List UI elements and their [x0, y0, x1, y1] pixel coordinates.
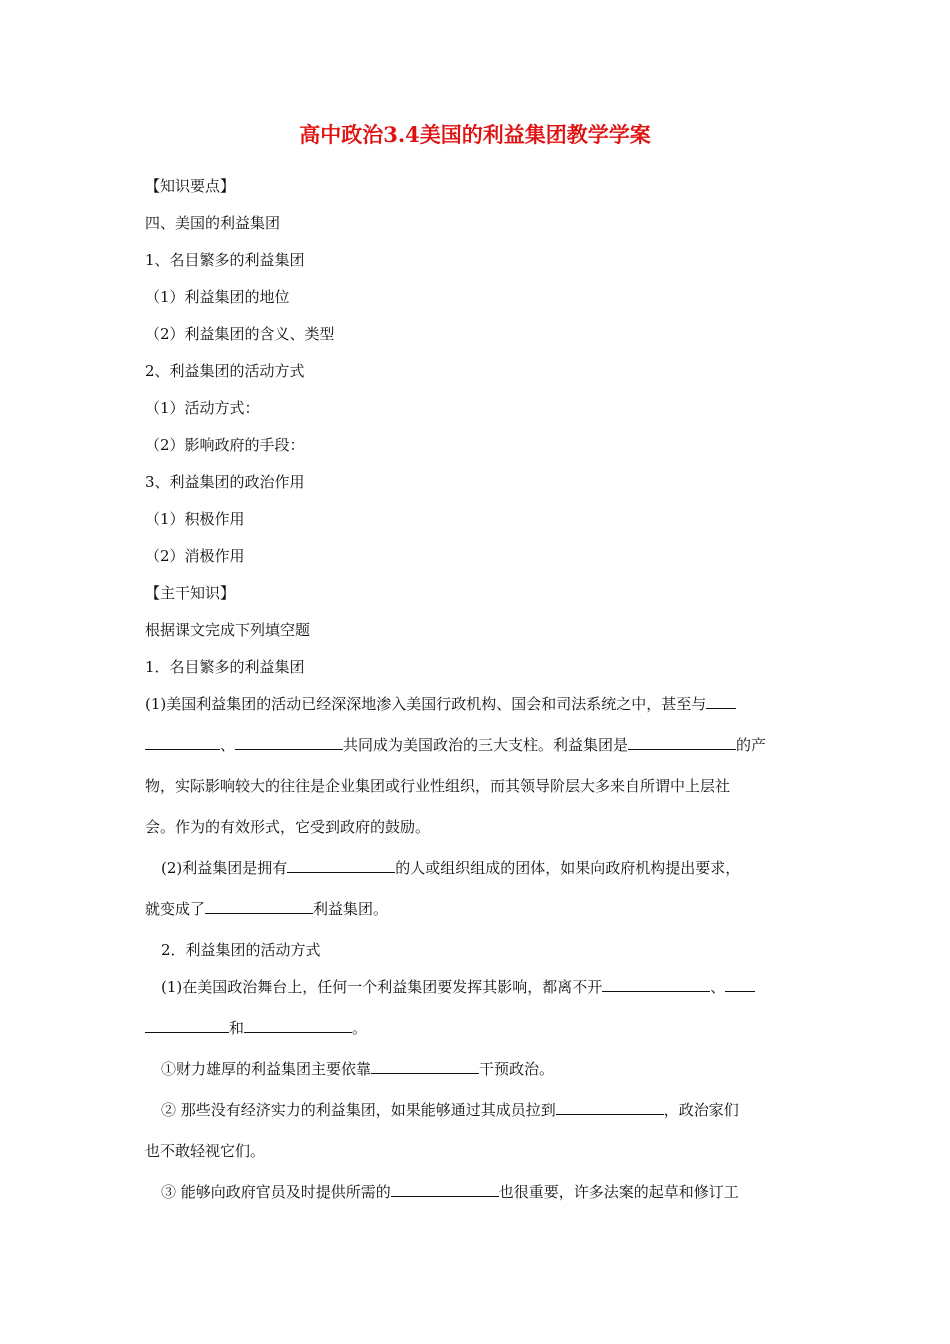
- paragraph-line: [145, 1055, 807, 1096]
- text-run: (1)美国利益集团的活动已经深深地渗入美国行政机构、国会和司法系统之中，甚至与: [145, 695, 707, 713]
- text-run: 就变成了: [145, 900, 206, 918]
- text-run: 利益集团。: [313, 900, 389, 918]
- fill-blank[interactable]: [145, 731, 220, 750]
- text-run: 也很重要，许多法案的起草和修订工: [498, 1183, 739, 1201]
- text-run: ③ 能够向政府官员及时提供所需的: [161, 1183, 391, 1201]
- question-heading: 2．利益集团的活动方式: [161, 941, 321, 959]
- list-item: （1）活动方式：: [145, 399, 260, 417]
- paragraph-line: 物，实际影响较大的往往是企业集团或行业性组织，而其领导阶层大多来自所谓中上层社: [145, 777, 731, 795]
- list-item: （2）影响政府的手段：: [145, 436, 305, 454]
- paragraph-line: [145, 854, 807, 895]
- fill-blank[interactable]: [235, 731, 343, 750]
- text-run: 干预政治。: [479, 1060, 555, 1078]
- text-run: ② 那些没有经济实力的利益集团，如果能够通过其成员拉到: [161, 1101, 556, 1119]
- paragraph-line: 会。作为的有效形式，它受到政府的鼓励。: [145, 818, 431, 836]
- list-item: （1）利益集团的地位: [145, 288, 290, 306]
- paragraph-line: [145, 690, 807, 731]
- paragraph-line: 也不敢轻视它们。: [145, 1142, 266, 1160]
- list-item: （2）利益集团的含义、类型: [145, 325, 335, 343]
- text-run: 、: [710, 978, 726, 996]
- text-run: 、: [220, 736, 236, 754]
- paragraph-line: [145, 731, 807, 772]
- text-run: (1)在美国政治舞台上，任何一个利益集团要发挥其影响，都离不开: [161, 978, 603, 996]
- text-run: ，政治家们: [663, 1101, 739, 1119]
- list-item: （1）积极作用: [145, 510, 245, 528]
- text-run: ①财力雄厚的利益集团主要依靠: [161, 1060, 372, 1078]
- paragraph-line: [145, 973, 807, 1014]
- document-title: 高中政治3.4美国的利益集团教学学案: [299, 122, 651, 147]
- paragraph-line: [145, 1178, 807, 1219]
- text-run: 共同成为美国政治的三大支柱。利益集团是: [343, 736, 629, 754]
- fill-blank[interactable]: [205, 895, 313, 914]
- paragraph-line: [145, 895, 807, 936]
- document-body: [145, 172, 807, 1219]
- list-item: （2）消极作用: [145, 547, 245, 565]
- paragraph-line: [145, 1096, 807, 1137]
- fill-blank[interactable]: [287, 854, 395, 873]
- fill-blank[interactable]: [556, 1096, 664, 1115]
- fill-blank[interactable]: [725, 973, 755, 992]
- text-run: 的人或组织组成的团体，如果向政府机构提出要求，: [395, 859, 741, 877]
- text-run: 和: [229, 1019, 245, 1037]
- question-heading: 1．名目繁多的利益集团: [145, 658, 305, 676]
- list-item: 1、名目繁多的利益集团: [145, 251, 305, 269]
- fill-blank[interactable]: [602, 973, 710, 992]
- instruction-text: 根据课文完成下列填空题: [145, 621, 311, 639]
- text-run: 的产: [736, 736, 767, 754]
- fill-blank[interactable]: [391, 1178, 499, 1197]
- list-item: 3、利益集团的政治作用: [145, 473, 305, 491]
- heading: 四、美国的利益集团: [145, 214, 281, 232]
- list-item: 2、利益集团的活动方式: [145, 362, 305, 380]
- text-run: (2)利益集团是拥有: [161, 859, 288, 877]
- fill-blank[interactable]: [706, 690, 736, 709]
- paragraph-line: [145, 1014, 807, 1055]
- section-heading: 【主干知识】: [145, 584, 236, 602]
- fill-blank[interactable]: [371, 1055, 479, 1074]
- text-run: 。: [352, 1019, 368, 1037]
- fill-blank[interactable]: [145, 1014, 229, 1033]
- section-heading: 【知识要点】: [145, 177, 236, 195]
- fill-blank[interactable]: [628, 731, 736, 750]
- fill-blank[interactable]: [244, 1014, 352, 1033]
